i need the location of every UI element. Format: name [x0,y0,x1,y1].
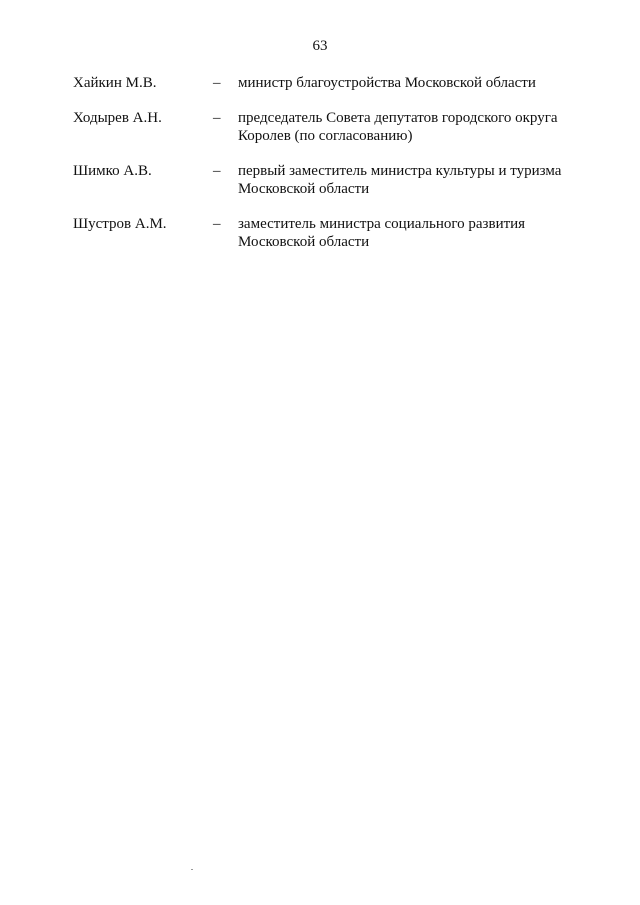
list-item [73,162,593,198]
member-role: первый заместитель министра культуры и туризма Московской области [238,163,562,197]
member-role: министр благоустройства Московской области [238,75,536,91]
page-number: 63 [312,38,328,54]
list-item [73,215,593,251]
member-name: Шимко А.В. [73,163,152,179]
list-item [73,109,593,145]
member-name: Шустров А.М. [73,216,167,232]
scan-speck [191,869,193,870]
list-item [73,74,593,92]
dash-separator: – [213,163,221,179]
member-name: Хайкин М.В. [73,75,157,91]
member-list [73,74,593,268]
member-role: заместитель министра социального развития Московской области [238,216,526,250]
dash-separator: – [213,110,221,126]
dash-separator: – [213,216,221,232]
member-name: Ходырев А.Н. [73,110,162,126]
dash-separator: – [213,75,221,91]
member-role: председатель Совета депутатов городского округа Королев (по согласованию) [238,110,558,144]
